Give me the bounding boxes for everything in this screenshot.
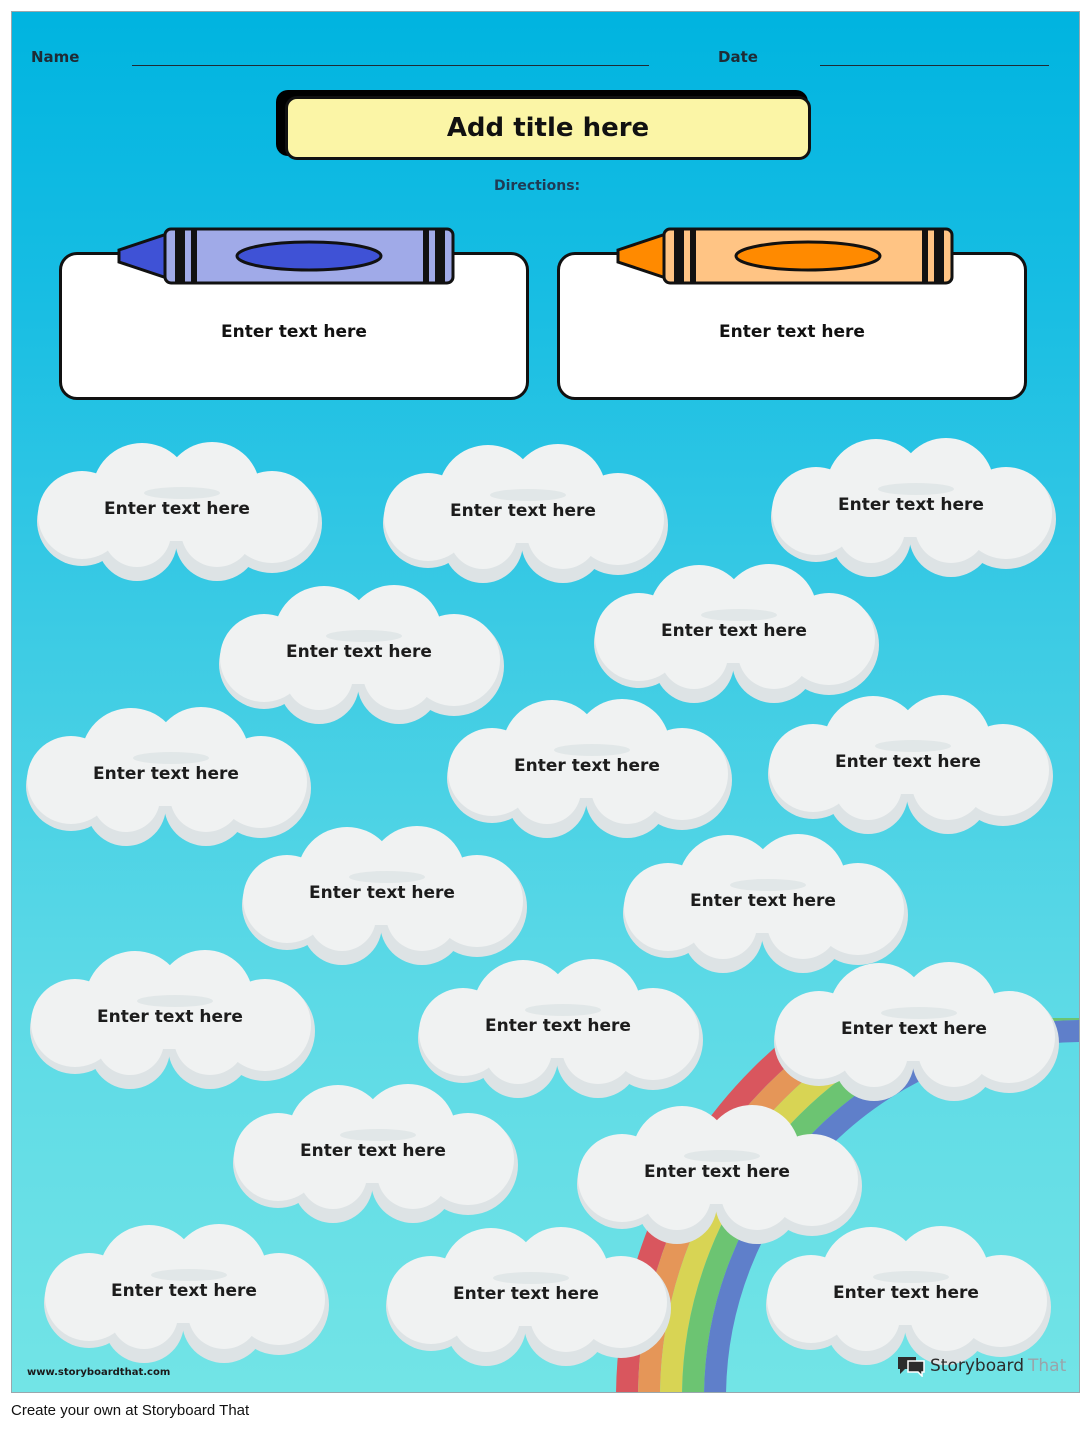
cloud-16[interactable] xyxy=(34,1223,334,1365)
cloud-10-text: Enter text here xyxy=(690,891,836,911)
page-title: Add title here xyxy=(446,113,650,143)
cloud-16-text: Enter text here xyxy=(111,1281,257,1301)
speech-bubble-logo-icon xyxy=(896,1355,926,1377)
cloud-17-text: Enter text here xyxy=(453,1284,599,1304)
cloud-8[interactable] xyxy=(758,694,1058,836)
cloud-10[interactable] xyxy=(613,833,913,975)
cloud-1-text: Enter text here xyxy=(104,499,250,519)
footer-credit-link[interactable]: Create your own at Storyboard That xyxy=(11,1402,250,1419)
cloud-9[interactable] xyxy=(232,825,532,967)
cloud-18-text: Enter text here xyxy=(833,1283,979,1303)
title-box[interactable] xyxy=(285,96,811,160)
text-box-1-text: Enter text here xyxy=(221,322,367,342)
date-line[interactable] xyxy=(820,65,1049,66)
date-label: Date xyxy=(718,48,758,66)
cloud-12[interactable] xyxy=(408,958,708,1100)
cloud-8-text: Enter text here xyxy=(835,752,981,772)
cloud-14-text: Enter text here xyxy=(300,1141,446,1161)
worksheet xyxy=(11,11,1080,1393)
cloud-5[interactable] xyxy=(584,563,884,705)
orange-crayon-icon xyxy=(616,226,962,286)
text-box-2-text: Enter text here xyxy=(719,322,865,342)
cloud-1[interactable] xyxy=(27,441,327,583)
website-url[interactable]: www.storyboardthat.com xyxy=(27,1367,171,1378)
cloud-2-text: Enter text here xyxy=(450,501,596,521)
cloud-13[interactable] xyxy=(764,961,1064,1103)
cloud-15-text: Enter text here xyxy=(644,1162,790,1182)
logo-text-that: That xyxy=(1028,1356,1067,1376)
cloud-14[interactable] xyxy=(223,1083,523,1225)
cloud-7-text: Enter text here xyxy=(514,756,660,776)
name-label: Name xyxy=(31,48,80,66)
cloud-12-text: Enter text here xyxy=(485,1016,631,1036)
cloud-18[interactable] xyxy=(756,1225,1056,1367)
blue-crayon-icon xyxy=(117,226,463,286)
cloud-9-text: Enter text here xyxy=(309,883,455,903)
cloud-11[interactable] xyxy=(20,949,320,1091)
cloud-17[interactable] xyxy=(376,1226,676,1368)
directions-label: Directions: xyxy=(494,178,581,194)
storyboardthat-logo[interactable] xyxy=(896,1355,1066,1377)
cloud-3-text: Enter text here xyxy=(838,495,984,515)
cloud-4-text: Enter text here xyxy=(286,642,432,662)
cloud-13-text: Enter text here xyxy=(841,1019,987,1039)
name-line[interactable] xyxy=(132,65,649,66)
cloud-5-text: Enter text here xyxy=(661,621,807,641)
logo-text-storyboard: Storyboard xyxy=(930,1356,1024,1376)
cloud-11-text: Enter text here xyxy=(97,1007,243,1027)
cloud-6-text: Enter text here xyxy=(93,764,239,784)
cloud-3[interactable] xyxy=(761,437,1061,579)
cloud-7[interactable] xyxy=(437,698,737,840)
